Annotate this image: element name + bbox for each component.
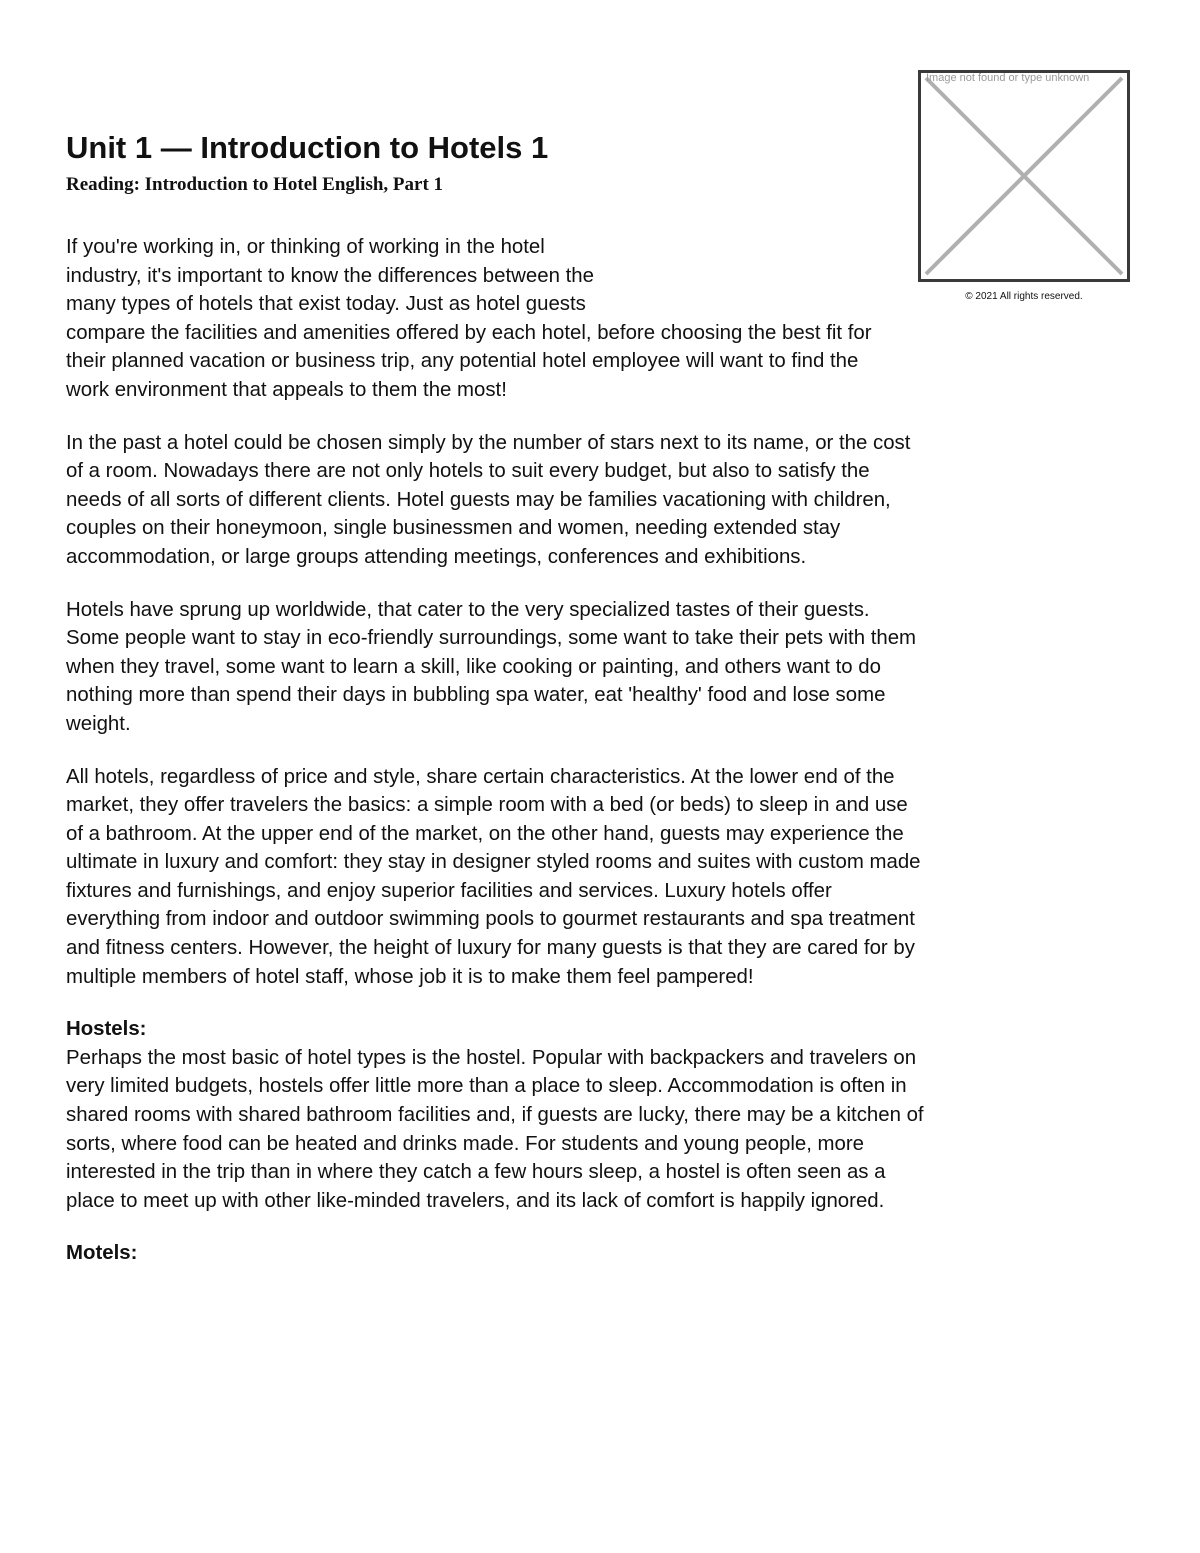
intro-line: compare the facilities and amenities offered by each hotel, before choosing the best fit for their planned vacation or business trip, any potential hotel employee will want to find the work environment that appeals to them the most! [66, 321, 872, 401]
section-motels [66, 1239, 926, 1268]
page-title: Unit 1 — Introduction to Hotels 1 [66, 130, 549, 165]
section-hostels [66, 1015, 926, 1215]
reading-subtitle: Reading: Introduction to Hotel English, Part 1 [66, 174, 444, 195]
paragraph-specialized-hotels: Hotels have sprung up worldwide, that cater to the very specialized tastes of their guests. Some people want to stay in eco-friendly surroundings, some want to take their pets with them when they travel, some want to learn a skill, like cooking or painting, and others want to do nothing more than spend their days in bubbling spa water, eat 'healthy' food and lose some weight. [66, 598, 917, 735]
broken-image-placeholder [918, 70, 1130, 282]
section-heading-motels: Motels: [66, 1242, 138, 1265]
broken-image-icon [918, 70, 1130, 282]
paragraph-hotel-characteristics: All hotels, regardless of price and style, share certain characteristics. At the lower end of the market, they offer travelers the basics: a simple room with a bed (or beds) to sleep in and use of a bathroom. At the upper end of the market, on the other hand, guests may experience the ultimate in luxury and comfort: they stay in designer styled rooms and suites with custom made fixtures and furnishings, and enjoy superior facilities and services. Luxury hotels offer everything from indoor and outdoor swimming pools to gourmet restaurants and spa treatment and fitness centers. However, the height of luxury for many guests is that they are cared for by multiple members of hotel staff, whose job it is to make them feel pampered! [66, 765, 921, 988]
paragraph-past-hotels: In the past a hotel could be chosen simply by the number of stars next to its name, or the cost of a room. Nowadays there are not only hotels to suit every budget, but also to satisfy the needs of all sorts of different clients. Hotel guests may be families vacationing with children, couples on their honeymoon, single businessmen and women, needing extended stay accommodation, or large groups attending meetings, conferences and exhibitions. [66, 431, 911, 568]
intro-line: If you're working in, or thinking of working in the hotel [66, 236, 545, 258]
broken-image-alt-text: Image not found or type unknown [926, 72, 1090, 84]
section-heading-hostels: Hostels: [66, 1018, 147, 1041]
intro-paragraph [66, 233, 906, 405]
intro-line: many types of hotels that exist today. Just as hotel guests [66, 293, 586, 316]
article-body [66, 233, 926, 1292]
copyright-caption: © 2021 All rights reserved. [965, 291, 1083, 302]
section-text-hostels: Perhaps the most basic of hotel types is the hostel. Popular with backpackers and travelers on very limited budgets, hostels offer little more than a place to sleep. Accommodation is often in shared rooms with shared bathroom facilities and, if guests are lucky, there may be a kitchen of sorts, where food can be heated and drinks made. For students and young people, more interested in the trip than in where they catch a few hours sleep, a hostel is often seen as a place to meet up with other like-minded travelers, and its lack of comfort is happily ignored. [66, 1046, 924, 1212]
intro-line: industry, it's important to know the differences between the [66, 264, 594, 287]
